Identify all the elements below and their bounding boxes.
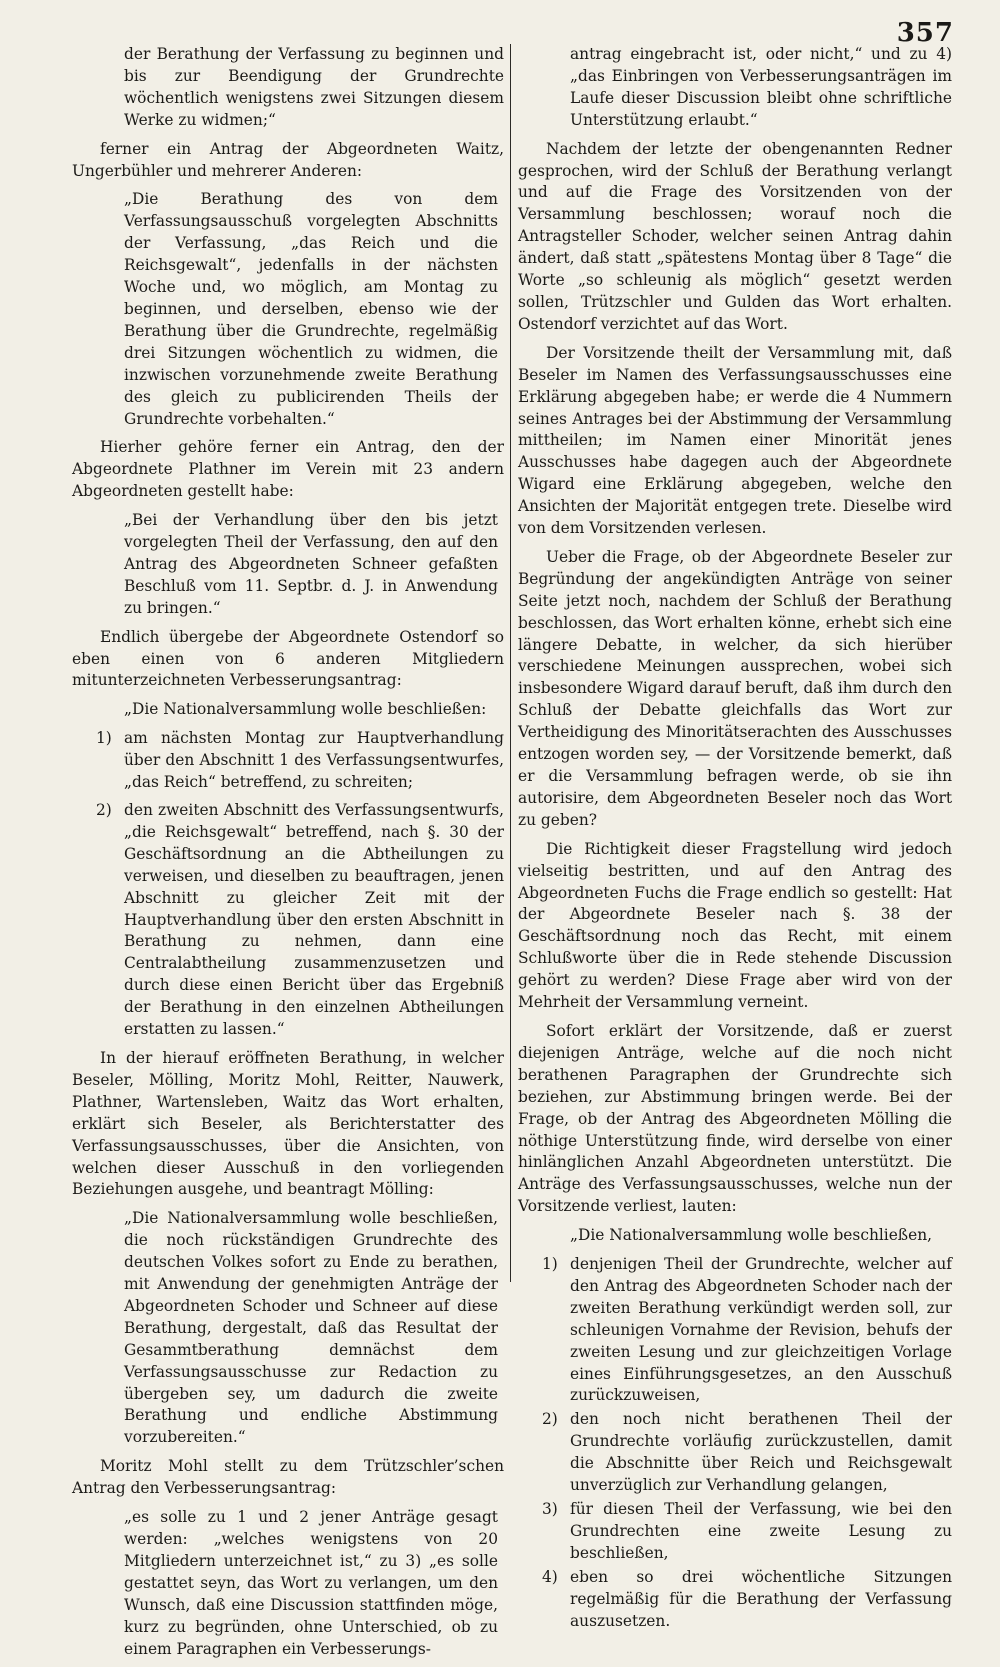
list-item-text: für diesen Theil der Verfassung, wie bei den Grundrechten eine zweite Lesung zu beschließen, — [570, 1500, 952, 1562]
list-number: 1) — [542, 1255, 558, 1274]
list-item — [72, 800, 504, 1041]
list-item-text: den zweiten Abschnitt des Verfassungsentwurfs, „die Reichsgewalt“ betreffend, nach §. 30 der Geschäftsordnung an die Abtheilungen zu verweisen, und dieselben zu beauftragen, jenen Abschnitt zu gleicher Zeit mit der Hauptverhandlung über den ersten Abschnitt in Berathung zu nehmen, dann eine Centralabtheilung zusammenzusetzen und durch diese einen Bericht über das Ergebniß der Berathung in den einzelnen Abtheilungen erstatten zu lassen.“ — [124, 801, 504, 1039]
quoted-motion: „Die Nationalversammlung wolle beschließen: — [124, 700, 487, 719]
left-column — [72, 44, 504, 1667]
paragraph: Hierher gehöre ferner ein Antrag, den der Abgeordnete Plathner im Verein mit 23 andern Abgeordneten gestellt habe: — [72, 438, 504, 501]
quoted-motion: „Die Berathung des von dem Verfassungsausschuß vorgelegten Abschnitts der Verfassung, „das Reich und die Reichsgewalt“, jedenfalls in der nächsten Woche und, wo möglich, am Montag zu beginnen, und derselben, ebenso wie der Berathung über die Grundrechte, regelmäßig drei Sitzungen wöchentlich zu widmen, die inzwischen vorzunehmende zweite Berathung des gleich zu publicirenden Theils der Grundrechte vorbehalten.“ — [124, 190, 498, 428]
quoted-motion: „Bei der Verhandlung über den bis jetzt vorgelegten Theil der Verfassung, den auf den Antrag des Abgeordneten Schneer gefaßten Beschluß vom 11. Septbr. d. J. in Anwendung zu bringen.“ — [124, 511, 498, 617]
paragraph: Nachdem der letzte der obengenannten Redner gesprochen, wird der Schluß der Berathung verlangt und auf die Frage des Vorsitzenden von der Versammlung beschlossen; worauf noch die Antragsteller Schoder, welcher seinen Antrag dahin ändert, daß statt „spätestens Montag über 8 Tage“ die Worte „so schleunig als möglich“ gesetzt werden sollen, Trützschler und Gulden das Wort erhalten. Ostendorf verzichtet auf das Wort. — [518, 139, 952, 333]
paragraph: ferner ein Antrag der Abgeordneten Waitz, Ungerbühler und mehrerer Anderen: — [72, 139, 504, 180]
list-item — [72, 728, 504, 794]
paragraph: Der Vorsitzende theilt der Versammlung mit, daß Beseler im Namen des Verfassungsausschusses eine Erklärung abgegeben habe; er werde die 4 Nummern seines Antrages bei der Abstimmung der Versammlung mittheilen; im Namen einer Minorität jenes Ausschusses habe dagegen auch der Abgeordnete Wigard eine Erklärung abgegeben, welche den Ansichten der Majorität entgegen trete. Dieselbe wird von dem Vorsitzenden verlesen. — [518, 343, 952, 538]
list-number: 3) — [542, 1500, 558, 1518]
list-item — [518, 1567, 952, 1633]
list-item-text: den noch nicht berathenen Theil der Grundrechte vorläufig zurückzustellen, damit die Abschnitte über Reich und Reichsgewalt unverzüglich zur Verhandlung gelangen, — [570, 1410, 952, 1495]
paragraph: Endlich übergebe der Abgeordnete Ostendorf so eben einen von 6 anderen Mitgliedern mitunterzeichneten Verbesserungsantrag: — [72, 627, 504, 690]
paragraph: der Berathung der Verfassung zu beginnen und bis zur Beendigung der Grundrechte wöchentlich wenigstens zwei Sitzungen diesem Werke zu widmen;“ — [124, 45, 504, 129]
list-number: 2) — [542, 1410, 558, 1429]
paragraph: Ueber die Frage, ob der Abgeordnete Beseler zur Begründung der angekündigten Anträge von seiner Seite jetzt noch, nachdem der Schluß der Berathung beschlossen, das Wort erhalten könne, erhebt sich eine längere Debatte, in welcher, da sich hierüber verschiedene Meinungen aussprechen, wobei sich insbesondere Wigard darauf beruft, daß ihm durch den Schluß der Debatte gleichfalls das Wort zur Vertheidigung des Minoritätserachten des Ausschusses entzogen worden sey, — der Vorsitzende bemerkt, daß er die Versammlung befragen werde, ob sie ihn autorisire, dem Abgeordneten Beseler noch das Wort zu geben? — [518, 547, 952, 829]
paragraph: Sofort erklärt der Vorsitzende, daß er zuerst diejenigen Anträge, welche auf die noch nicht berathenen Paragraphen der Grundrechte sich beziehen, zur Abstimmung bringen werde. Bei der Frage, ob der Antrag des Abgeordneten Mölling die nöthige Unterstützung finde, wird derselbe von einer hinlänglichen Anzahl Abgeordneten unterstützt. Die Anträge des Verfassungsausschusses, welche nun der Vorsitzende verliest, lauten: — [518, 1021, 952, 1216]
motion-list — [72, 728, 504, 1041]
list-number: 1) — [96, 729, 112, 748]
paragraph: Die Richtigkeit dieser Fragstellung wird jedoch vielseitig bestritten, und auf den Antrag des Abgeordneten Fuchs die Frage endlich so gestellt: Hat der Abgeordnete Beseler nach §. 38 der Geschäftsordnung noch das Recht, mit einem Schlußworte über die in Rede stehende Discussion gehört zu werden? Diese Frage aber wird von der Mehrheit der Versammlung verneint. — [518, 839, 952, 1012]
list-item — [518, 1409, 952, 1497]
list-number: 2) — [96, 801, 112, 819]
list-item — [518, 1499, 952, 1565]
list-item-text: denjenigen Theil der Grundrechte, welcher auf den Antrag des Abgeordneten Schoder nach der zweiten Berathung verkündigt werden soll, zur schleunigen Vornahme der Revision, behufs der zweiten Lesung und zur gleichzeitigen Vorlage eines Einführungsgesetzes, an den Ausschuß zurückzuweisen, — [570, 1255, 952, 1405]
motion-list — [518, 1254, 952, 1632]
column-divider — [510, 44, 511, 1282]
right-column — [518, 44, 952, 1639]
list-item-text: eben so drei wöchentliche Sitzungen regelmäßig für die Berathung der Verfassung auszusetzen. — [570, 1567, 952, 1630]
quoted-motion: „es solle zu 1 und 2 jener Anträge gesagt werden: „welches wenigstens von 20 Mitgliedern unterzeichnet ist,“ zu 3) „es solle gestattet seyn, das Wort zu verlangen, um den Wunsch, daß eine Discussion stattfinden möge, kurz zu begründen, ohne Unterschied, ob zu einem Paragraphen ein Verbesserungs- — [124, 1508, 498, 1658]
paragraph: Moritz Mohl stellt zu dem Trützschler’schen Antrag den Verbesserungsantrag: — [72, 1457, 504, 1498]
list-number: 4) — [542, 1567, 558, 1586]
quoted-motion: „Die Nationalversammlung wolle beschließen, die noch rückständigen Grundrechte des deutschen Volkes sofort zu Ende zu berathen, mit Anwendung der genehmigten Anträge der Abgeordneten Schoder und Schneer auf diese Berathung, dergestalt, daß das Resultat der Gesammtberathung demnächst dem Verfassungsausschusse zur Redaction zu übergeben sey, um dadurch die zweite Berathung und endliche Abstimmung vorzubereiten.“ — [124, 1209, 498, 1447]
list-item-text: am nächsten Montag zur Hauptverhandlung über den Abschnitt 1 des Verfassungsentwurfes, „das Reich“ betreffend, zu schreiten; — [124, 729, 504, 792]
page-number: 357 — [896, 18, 954, 48]
paragraph: In der hierauf eröffneten Berathung, in welcher Beseler, Mölling, Moritz Mohl, Reitter, Nauwerk, Plathner, Wartensleben, Waitz das Wort erhalten, erklärt sich Beseler, als Berichterstatter des Verfassungsausschusses, über die Ansichten, von welchen dieser Ausschuß in den vorliegenden Beziehungen ausgehe, und beantragt Mölling: — [72, 1048, 504, 1199]
list-item — [518, 1254, 952, 1407]
quoted-motion: antrag eingebracht ist, oder nicht,“ und zu 4) „das Einbringen von Verbesserungsanträgen im Laufe dieser Discussion bleibt ohne schriftliche Unterstützung erlaubt.“ — [570, 45, 952, 129]
quoted-motion: „Die Nationalversammlung wolle beschließen, — [570, 1226, 932, 1245]
